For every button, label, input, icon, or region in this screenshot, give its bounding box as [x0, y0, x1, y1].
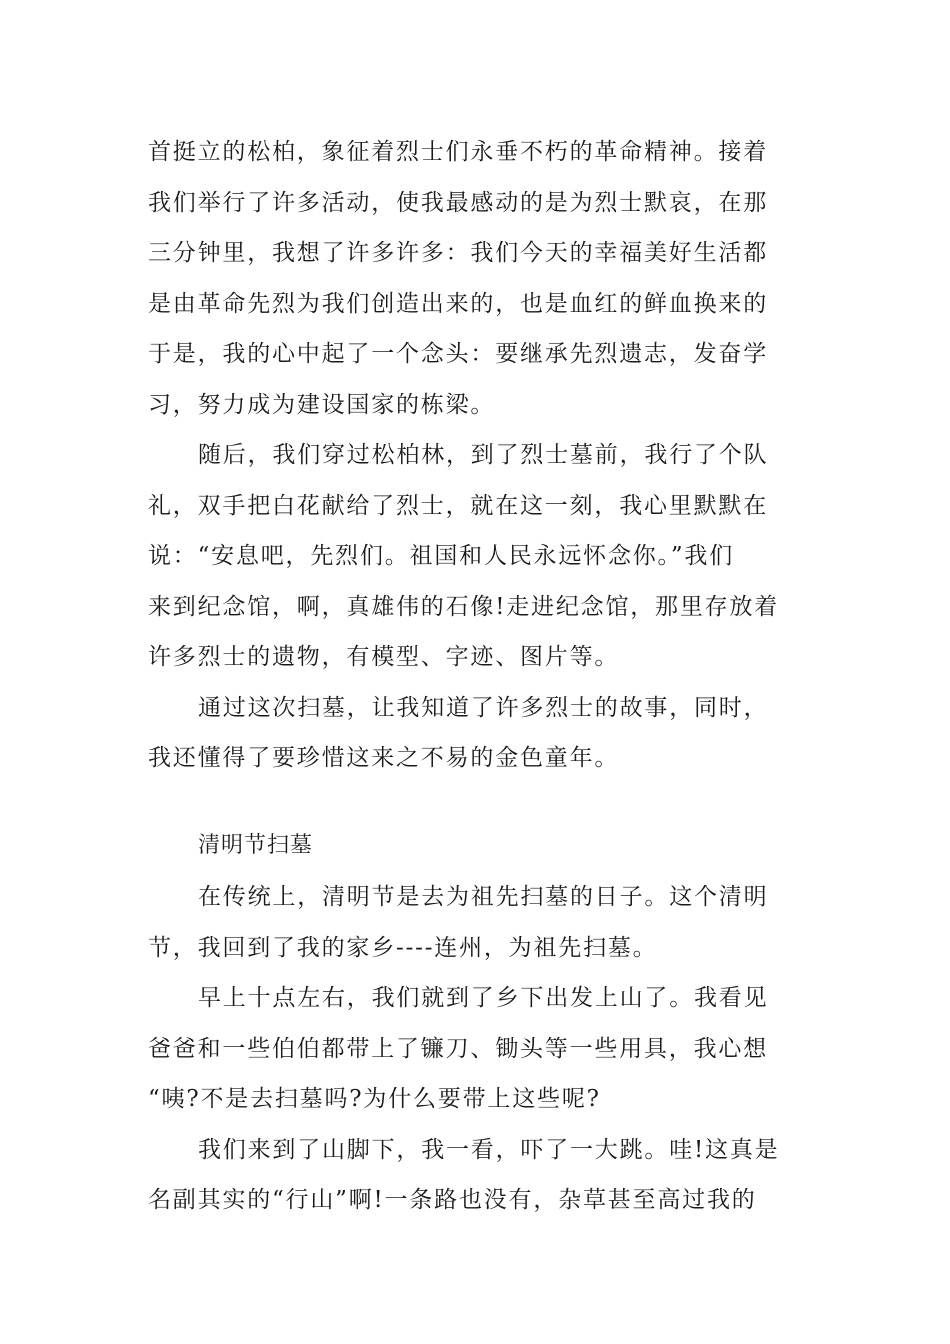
essay-body-part-1 — [148, 127, 808, 784]
text-line: 说：“安息吧，先烈们。祖国和人民永远怀念你。”我们 — [148, 543, 735, 569]
text-line: 爸爸和一些伯伯都带上了镰刀、锄头等一些用具，我心想 — [148, 1035, 768, 1062]
text-line: 我们来到了山脚下，我一看，吓了一大跳。哇!这真是 — [198, 1136, 780, 1163]
text-line: 我们举行了许多活动，使我最感动的是为烈士默哀，在那 — [148, 189, 768, 216]
text-line: 我还懂得了要珍惜这来之不易的金色童年。 — [148, 745, 620, 771]
text-line: 在传统上，清明节是去为祖先扫墓的日子。这个清明 — [198, 884, 769, 910]
text-line: 礼，双手把白花献给了烈士，就在这一刻，我心里默默在 — [148, 492, 768, 519]
text-line: 通过这次扫墓，让我知道了许多烈士的故事，同时， — [198, 694, 769, 721]
text-line: 名副其实的“行山”啊!一条路也没有，杂草甚至高过我的 — [148, 1187, 757, 1213]
text-line: 于是，我的心中起了一个念头：要继承先烈遗志，发奋学 — [148, 341, 768, 367]
text-line: 随后，我们穿过松柏林，到了烈士墓前，我行了个队 — [198, 442, 769, 468]
text-line: 首挺立的松柏，象征着烈士们永垂不朽的革命精神。接着 — [148, 139, 768, 165]
essay-body-part-2 — [148, 872, 808, 1226]
essay-title: 清明节扫墓 — [198, 833, 314, 858]
text-line: 来到纪念馆，啊，真雄伟的石像!走进纪念馆，那里存放着 — [148, 593, 780, 620]
text-line: 节，我回到了我的家乡----连州，为祖先扫墓。 — [148, 934, 658, 961]
text-line: 三分钟里，我想了许多许多：我们今天的幸福美好生活都 — [148, 240, 768, 266]
text-line: 是由革命先烈为我们创造出来的，也是血红的鲜血换来的 — [148, 290, 768, 317]
text-line: 早上十点左右，我们就到了乡下出发上山了。我看见 — [198, 985, 769, 1011]
text-line: 习，努力成为建设国家的栋梁。 — [148, 391, 496, 418]
text-line: 许多烈士的遗物，有模型、字迹、图片等。 — [148, 644, 620, 670]
text-line: “咦?不是去扫墓吗?为什么要带上这些呢? — [148, 1086, 601, 1112]
